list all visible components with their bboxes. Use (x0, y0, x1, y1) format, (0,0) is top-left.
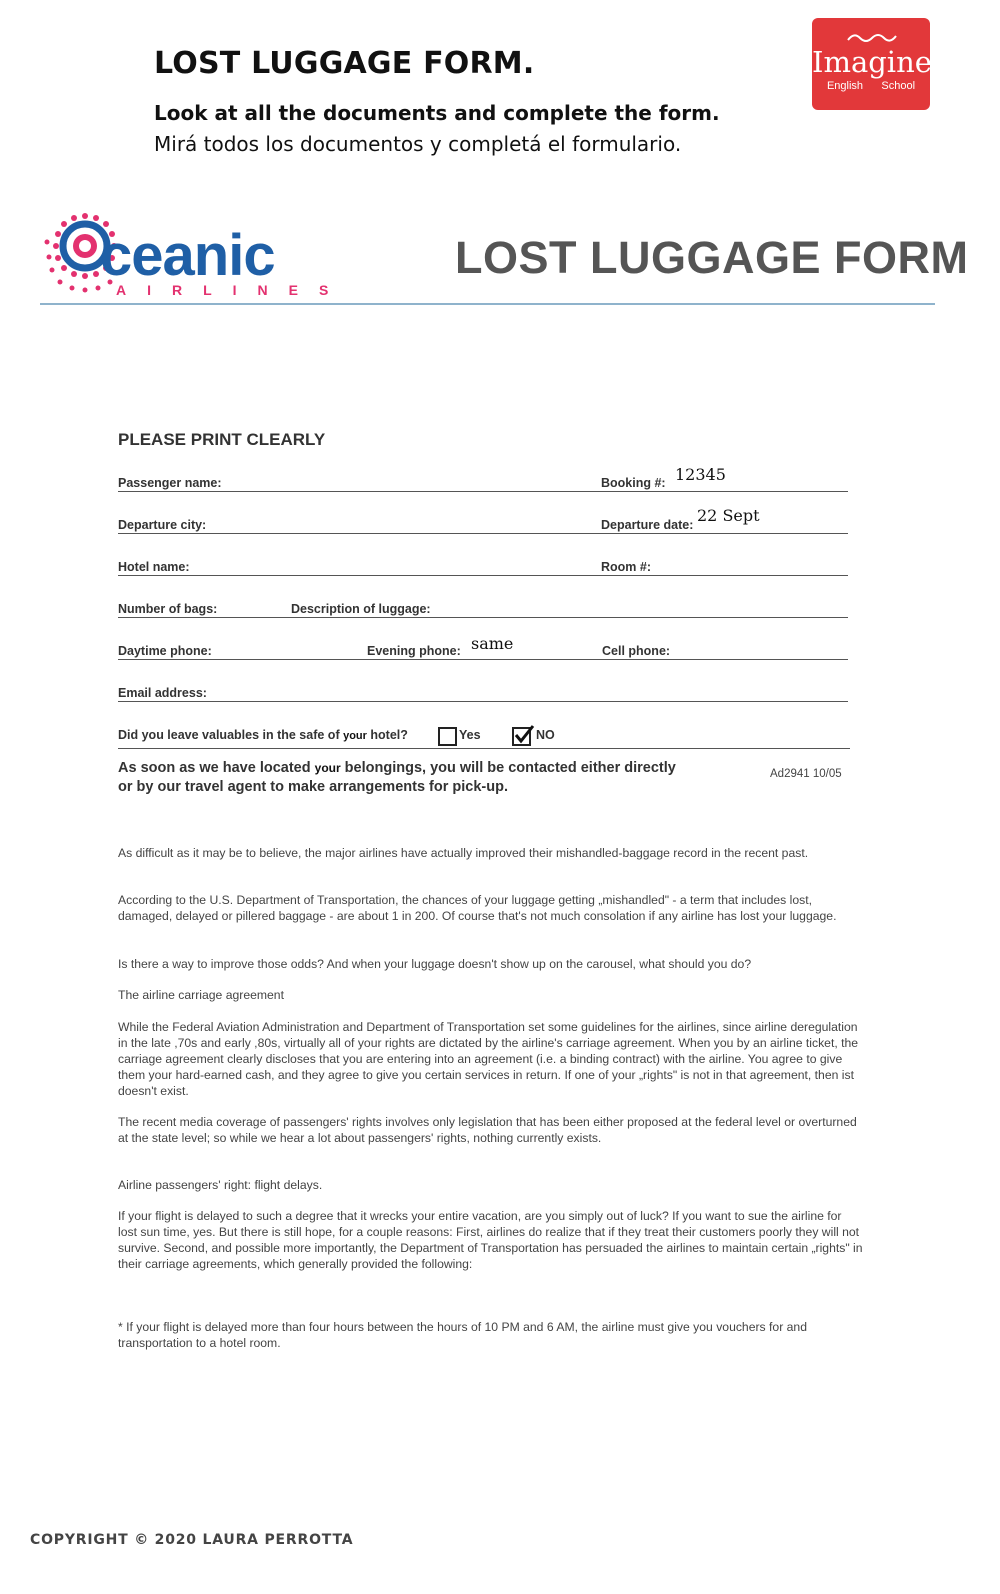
form-heading: PLEASE PRINT CLEARLY (118, 430, 326, 449)
airline-form-title: LOST LUGGAGE FORM (455, 232, 969, 283)
copyright: COPYRIGHT © 2020 LAURA PERROTTA (30, 1532, 354, 1548)
number-of-bags-label: Number of bags: (118, 602, 218, 616)
instruction-spanish: Mirá todos los documentos y completá el formulario. (154, 132, 682, 156)
valuables-question-emphasis: your (343, 730, 367, 742)
oceanic-logo-subtitle: AIRLINES (116, 282, 350, 298)
valuables-question-start: Did you leave valuables in the safe of (118, 728, 344, 742)
number-of-bags-field[interactable] (118, 617, 288, 618)
booking-number-field[interactable] (598, 491, 848, 492)
article-subheading: Airline passengers' right: flight delays. (118, 1178, 323, 1192)
evening-phone-value: same (471, 634, 514, 653)
school-logo-subtitle (812, 80, 930, 92)
email-field[interactable] (118, 701, 848, 702)
article-subheading: The airline carriage agreement (118, 988, 284, 1002)
school-logo (812, 18, 930, 110)
checkmark-icon (513, 725, 535, 745)
passenger-name-field[interactable] (118, 491, 598, 492)
valuables-question-end: hotel? (366, 728, 408, 742)
departure-date-label: Departure date: (601, 518, 694, 532)
cell-phone-label: Cell phone: (602, 644, 671, 658)
header-divider (40, 303, 935, 305)
booking-number-label: Booking #: (601, 476, 666, 490)
contact-notice-start: As soon as we have located (118, 760, 315, 776)
passenger-name-label: Passenger name: (118, 476, 222, 490)
wave-icon (846, 32, 898, 44)
email-label: Email address: (118, 686, 207, 700)
school-logo-name: Imagine (812, 45, 932, 79)
description-field[interactable] (288, 617, 848, 618)
no-checkbox[interactable] (512, 727, 531, 746)
contact-notice-emphasis: your (314, 761, 341, 775)
form-bottom-rule (118, 748, 850, 749)
instruction-english: Look at all the documents and complete the form. (154, 101, 720, 125)
departure-date-field[interactable] (598, 533, 848, 534)
contact-notice (118, 759, 678, 797)
hotel-name-field[interactable] (118, 575, 598, 576)
evening-phone-label: Evening phone: (367, 644, 461, 658)
school-logo-subtitle-right: School (881, 80, 916, 92)
yes-label: Yes (459, 728, 481, 742)
valuables-question (118, 728, 408, 742)
no-label: NO (536, 728, 555, 742)
cell-phone-field[interactable] (598, 659, 848, 660)
article-paragraph: While the Federal Aviation Administration and Department of Transportation set some guidelines for the airlines, since airline deregulation in the late ,70s and early ,80s, virtually all of your rights are dictated by the airline's carriage agreement. When you by an airline ticket, the carriage agreement clearly discloses that you are entering into an agreement (i.e. a binding contract) with the airline. You agree to give them your hard-earned cash, and they agree to give you certain services in return. If one of your „rights" is not in that agreement, then ist doesn't exist. (118, 1020, 859, 1098)
evening-phone-field[interactable] (366, 659, 598, 660)
departure-city-field[interactable] (118, 533, 598, 534)
departure-city-label: Departure city: (118, 518, 207, 532)
description-label: Description of luggage: (291, 602, 431, 616)
worksheet-title: LOST LUGGAGE FORM. (154, 46, 535, 81)
daytime-phone-label: Daytime phone: (118, 644, 212, 658)
article-paragraph: Is there a way to improve those odds? And when your luggage doesn't show up on the carousel, what should you do? (118, 957, 752, 971)
oceanic-logo-word: ceanic (100, 223, 275, 288)
article-bullet: * If your flight is delayed more than four hours between the hours of 10 PM and 6 AM, the airline must give you vouchers for and transportation to a hotel room. (118, 1320, 807, 1350)
departure-date-value: 22 Sept (697, 506, 760, 525)
room-number-field[interactable] (598, 575, 848, 576)
article-paragraph: As difficult as it may be to believe, the major airlines have actually improved their mishandled-baggage record in the recent past. (118, 846, 809, 860)
article-paragraph: According to the U.S. Department of Transportation, the chances of your luggage getting „mishandled" - a term that includes lost, damaged, delayed or pillered baggage - are about 1 in 200. Of course that's not much consolation if any airline has lost your luggage. (118, 893, 837, 923)
school-logo-subtitle-left: English (826, 80, 864, 92)
booking-number-value: 12345 (675, 465, 726, 484)
hotel-name-label: Hotel name: (118, 560, 190, 574)
article-paragraph: The recent media coverage of passengers' rights involves only legislation that has been either proposed at the federal level or overturned at the state level; so while we hear a lot about passengers' rights, nothing currently exists. (118, 1115, 857, 1145)
room-number-label: Room #: (601, 560, 651, 574)
yes-checkbox[interactable] (438, 727, 457, 746)
daytime-phone-field[interactable] (118, 659, 366, 660)
form-code: Ad2941 10/05 (770, 768, 842, 780)
contact-notice-end: belongings, you will be contacted either directly or by our travel agent to make arrangements for pick-up. (118, 760, 676, 795)
article-paragraph: If your flight is delayed to such a degree that it wrecks your entire vacation, are you simply out of luck? If you want to sue the airline for lost sun time, yes. But there is still hope, for a couple reasons: First, airlines do realize that if they treat their customers poorly they will not survive. Second, and possible more importantly, the Department of Transportation has persuaded the airlines to maintain certain „rights" in their carriage agreements, which generally provided the following: (118, 1209, 863, 1271)
